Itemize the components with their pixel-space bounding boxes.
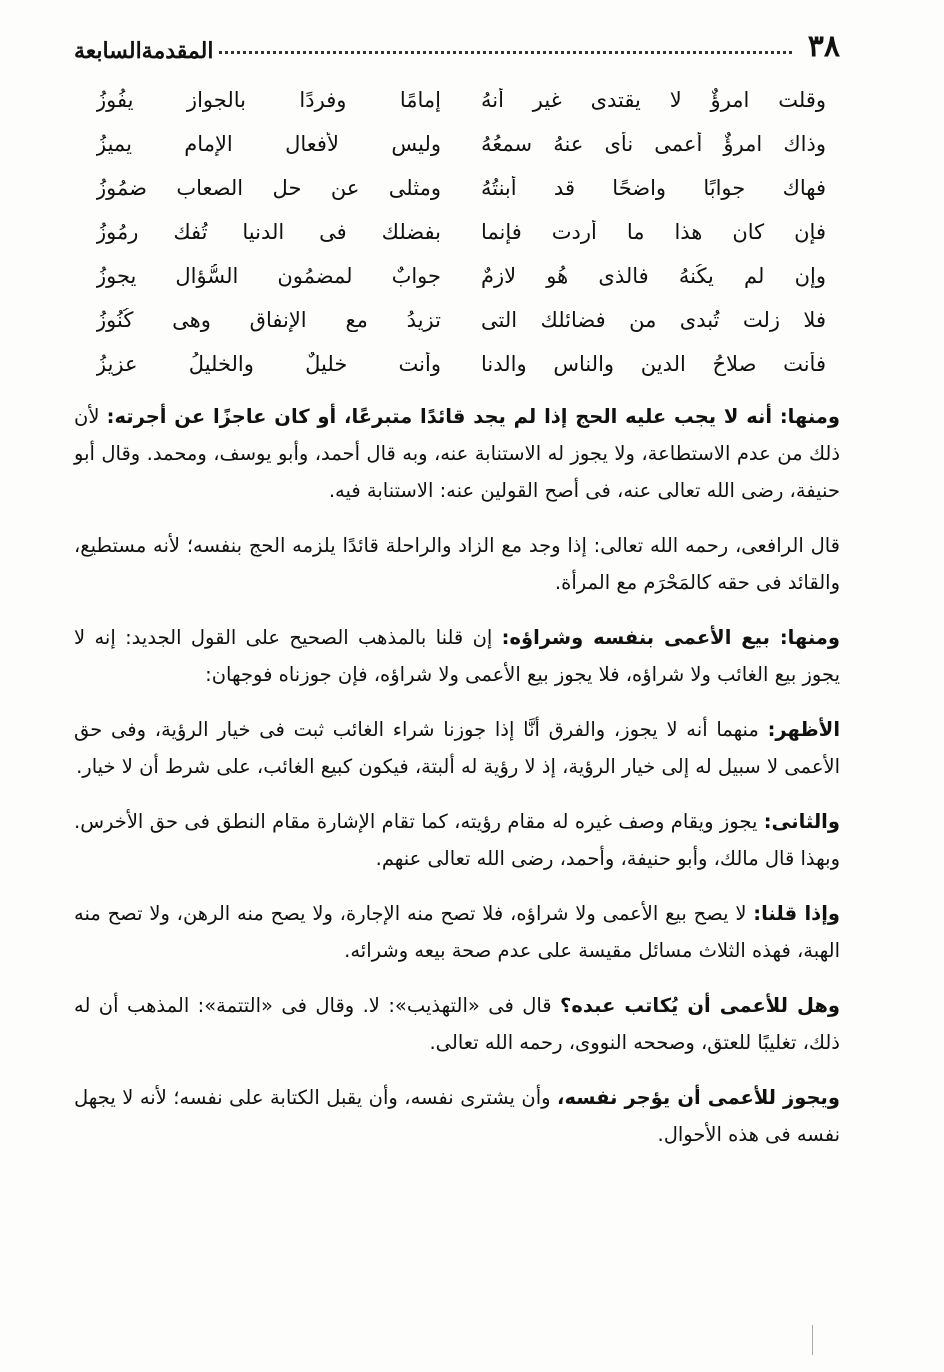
paragraph-text: منهما أنه لا يجوز، والفرق أنَّا إذا جوزنا شراء الغائب ثبت فى خيار الرؤية، وفى حق الأعمى لا سبيل له إلى خيار الرؤية، إذ لا رؤية له ألبتة، فيكون كبيع الغائب، على شرط أن لا خيار. bbox=[74, 718, 840, 778]
verse-second-hemistich: بفضلك فى الدنيا تُفك رمُوزُ bbox=[96, 220, 441, 244]
paragraph-lead: وهل للأعمى أن يُكاتب عبده؟ bbox=[560, 994, 840, 1017]
verse-first-hemistich: فلا زلت تُبدى من فضائلك التى bbox=[481, 308, 826, 332]
verse-first-hemistich: فهاك جوابًا واضحًا قد أبنتُهُ bbox=[481, 176, 826, 200]
paragraph-text: قال الرافعى، رحمه الله تعالى: إذا وجد مع الزاد والراحلة قائدًا يلزمه الحج بنفسه؛ لأنه مستطيع، والقائد فى حقه كالمَحْرَم مع المرأة. bbox=[74, 534, 840, 594]
poem bbox=[96, 78, 826, 386]
body-text bbox=[74, 398, 840, 1171]
verse-second-hemistich: جوابٌ لمضمُون السُّؤال يجوزُ bbox=[96, 264, 441, 288]
paragraph-lead: الأظهر: bbox=[767, 718, 840, 741]
paragraph-text: لأن ذلك من عدم الاستطاعة، ولا يجوز له الاستنابة عنه، وبه قال أحمد، وأبو يوسف، ومحمد. وقال أبو حنيفة، رضى الله تعالى عنه، فى أصح القولين عنه: الاستنابة فيه. bbox=[74, 405, 840, 502]
paragraph bbox=[74, 619, 840, 693]
paragraph-lead: ومنها: بيع الأعمى بنفسه وشراؤه: bbox=[501, 626, 840, 649]
paragraph-text: يجوز ويقام وصف غيره له مقام رؤيته، كما تقام الإشارة مقام النطق فى حق الأخرس. وبهذا قال مالك، وأبو حنيفة، وأحمد، رضى الله تعالى عنهم. bbox=[74, 810, 840, 870]
scan-artifact-mark bbox=[812, 1325, 813, 1355]
paragraph bbox=[74, 398, 840, 509]
paragraph-text: قال فى «التهذيب»: لا. وقال فى «التتمة»: المذهب أن له ذلك، تغليبًا للعتق، وصححه النووى، رحمه الله تعالى. bbox=[74, 994, 840, 1054]
verse-first-hemistich: فإن كان هذا ما أردت فإنما bbox=[481, 220, 826, 244]
paragraph-lead: ومنها: أنه لا يجب عليه الحج إذا لم يجد قائدًا متبرعًا، أو كان عاجزًا عن أجرته: bbox=[106, 405, 841, 428]
paragraph bbox=[74, 987, 840, 1061]
page-number: ٣٨ bbox=[807, 29, 840, 64]
paragraph bbox=[74, 1079, 840, 1153]
poem-verse bbox=[96, 342, 826, 386]
verse-second-hemistich: إمامًا وفردًا بالجواز يفُوزُ bbox=[96, 88, 441, 112]
verse-second-hemistich: ومثلى عن حل الصعاب ضمُوزُ bbox=[96, 176, 441, 200]
paragraph-lead: ويجوز للأعمى أن يؤجر نفسه، bbox=[557, 1086, 840, 1109]
paragraph-text: وأن يشترى نفسه، وأن يقبل الكتابة على نفسه؛ لأنه لا يجهل نفسه فى هذه الأحوال. bbox=[74, 1086, 840, 1146]
poem-verse bbox=[96, 166, 826, 210]
paragraph-text: إن قلنا بالمذهب الصحيح على القول الجديد: إنه لا يجوز بيع الغائب ولا شراؤه، فلا يجوز بيع الأعمى ولا شراؤه، فإن جوزناه فوجهان: bbox=[74, 626, 840, 686]
poem-verse bbox=[96, 210, 826, 254]
paragraph-text: لا يصح بيع الأعمى ولا شراؤه، فلا تصح منه الإجارة، ولا يصح منه الرهن، ولا تصح منه الهبة، فهذه الثلاث مسائل مقيسة على عدم صحة بيعه وشرائه. bbox=[74, 902, 840, 962]
poem-verse bbox=[96, 254, 826, 298]
verse-second-hemistich: وليس لأفعال الإمام يميزُ bbox=[96, 132, 441, 156]
verse-first-hemistich: وإن لم يكُنهُ فالذى هُو لازمٌ bbox=[481, 264, 826, 288]
paragraph bbox=[74, 711, 840, 785]
verse-second-hemistich: وأنت خليلٌ والخليلُ عزيزُ bbox=[96, 352, 441, 376]
header-dotted-leader bbox=[219, 51, 791, 54]
paragraph-lead: وإذا قلنا: bbox=[753, 902, 840, 925]
chapter-title: المقدمةالسابعة bbox=[74, 38, 214, 64]
paragraph bbox=[74, 527, 840, 601]
paragraph bbox=[74, 803, 840, 877]
paragraph bbox=[74, 895, 840, 969]
poem-verse bbox=[96, 298, 826, 342]
page-header bbox=[74, 22, 840, 62]
verse-first-hemistich: فأنت صلاحُ الدين والناس والدنا bbox=[481, 352, 826, 376]
verse-first-hemistich: وذاك امرؤٌ أعمى نأى عنهُ سمعُهُ bbox=[481, 132, 826, 156]
paragraph-lead: والثانى: bbox=[763, 810, 840, 833]
poem-verse bbox=[96, 78, 826, 122]
verse-second-hemistich: تزيدُ مع الإنفاق وهى كُنُوزُ bbox=[96, 308, 441, 332]
verse-first-hemistich: وقلت امرؤٌ لا يقتدى غير أنهُ bbox=[481, 88, 826, 112]
poem-verse bbox=[96, 122, 826, 166]
